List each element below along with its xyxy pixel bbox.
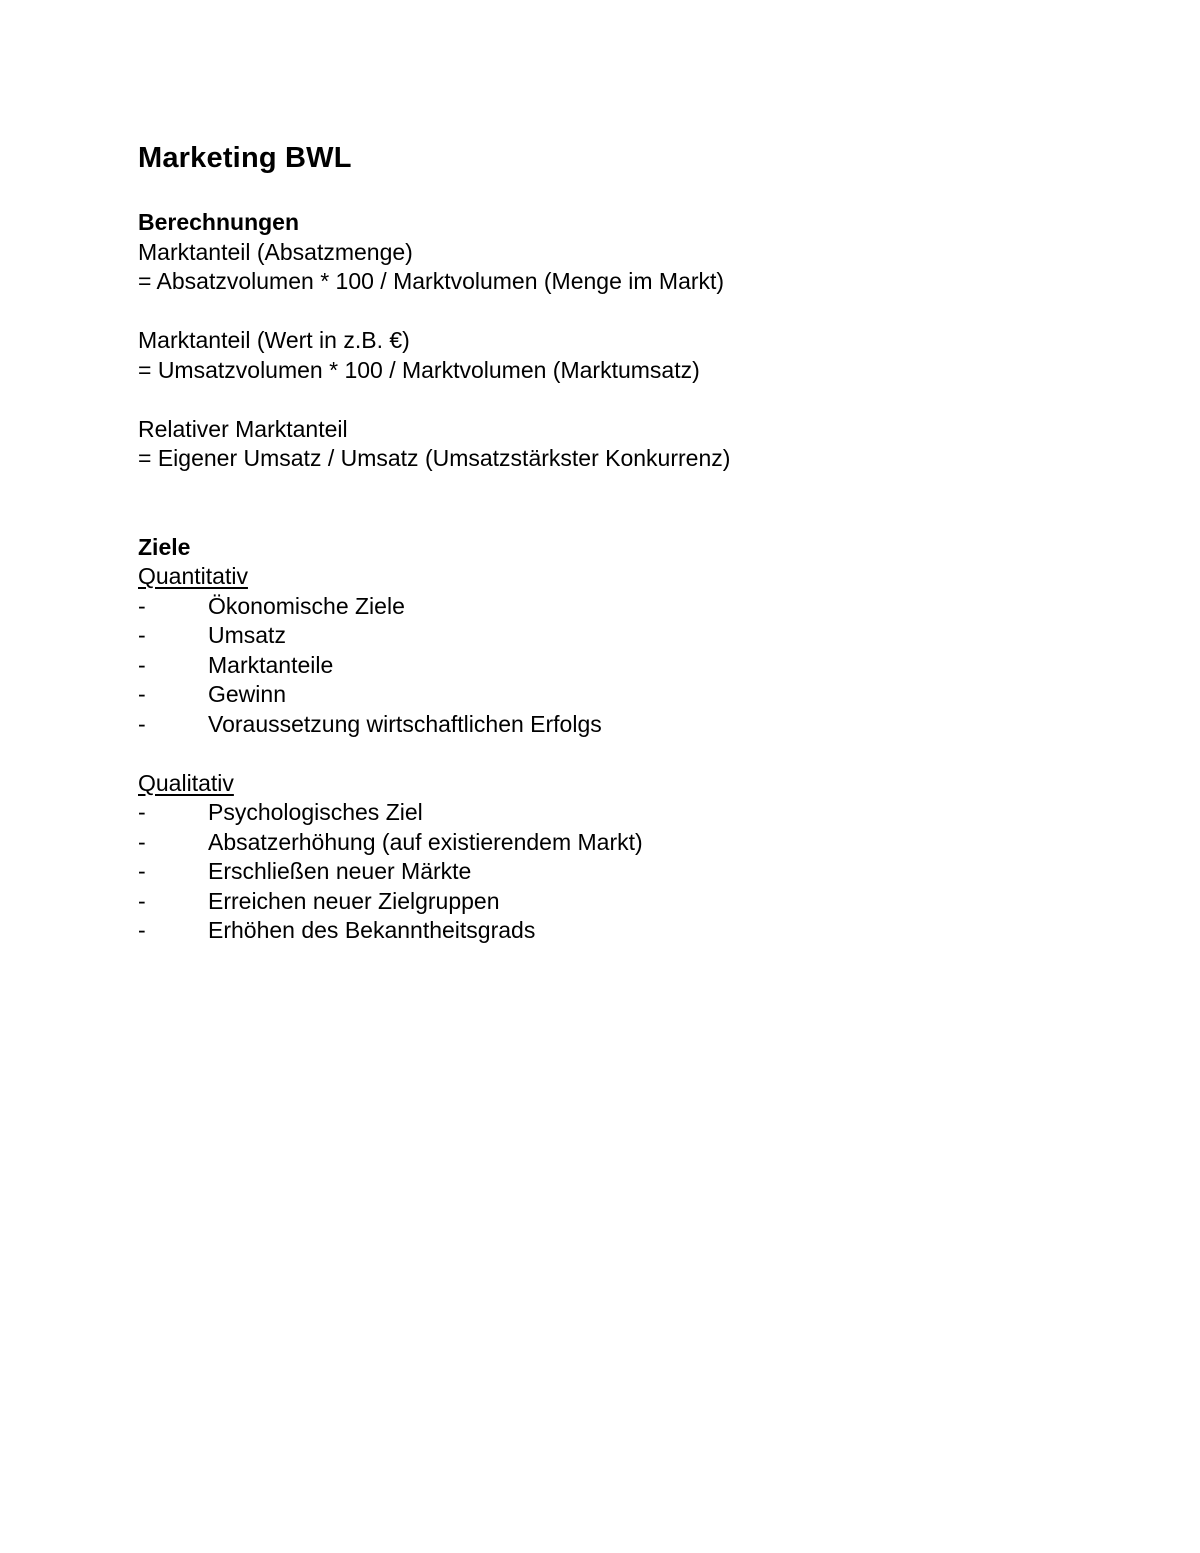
section-heading-berechnungen: Berechnungen [138,209,300,235]
list-item-text: Absatzerhöhung (auf existierendem Markt) [208,828,643,855]
subheading-quantitativ: Quantitativ [138,563,248,589]
formula-expression: = Absatzvolumen * 100 / Marktvolumen (Menge im Markt) [138,268,725,294]
bullet-dash: - [138,887,146,914]
bullet-dash: - [138,799,146,825]
bullet-dash: - [138,681,146,707]
list-item-text: Psychologisches Ziel [208,799,423,825]
list-item-text: Gewinn [208,681,286,707]
spacer [138,739,1138,769]
subheading-qualitativ: Qualitativ [138,769,234,796]
formula-label: Relativer Marktanteil [138,415,348,442]
bullet-dash: - [138,592,146,619]
list-quantitativ [138,592,1138,740]
spacer [138,385,1138,415]
spacer [138,474,1138,533]
list-item [138,651,1138,681]
list-item-text: Voraussetzung wirtschaftlichen Erfolgs [208,710,602,737]
list-item [138,828,1138,858]
formula-label: Marktanteil (Wert in z.B. €) [138,327,410,353]
section-heading-ziele: Ziele [138,533,191,560]
section-berechnungen [138,208,1138,474]
list-item-text: Erreichen neuer Zielgruppen [208,887,500,914]
list-item-text: Ökonomische Ziele [208,592,405,619]
list-qualitativ [138,798,1138,946]
list-item [138,592,1138,622]
document-content [138,138,1138,946]
spacer [138,178,1138,208]
list-item [138,710,1138,740]
document-title: Marketing BWL [138,142,352,174]
list-item [138,621,1138,651]
bullet-dash: - [138,651,146,678]
bullet-dash: - [138,858,146,884]
bullet-dash: - [138,828,146,855]
bullet-dash: - [138,622,146,648]
formula-label: Marktanteil (Absatzmenge) [138,238,413,265]
bullet-dash: - [138,710,146,737]
section-ziele [138,533,1138,946]
bullet-dash: - [138,917,146,943]
spacer [138,297,1138,327]
list-item [138,798,1138,828]
formula-expression: = Umsatzvolumen * 100 / Marktvolumen (Marktumsatz) [138,356,700,383]
list-item-text: Erhöhen des Bekanntheitsgrads [208,917,536,943]
list-item [138,887,1138,917]
list-item-text: Marktanteile [208,651,334,678]
list-item-text: Erschließen neuer Märkte [208,858,472,884]
list-item-text: Umsatz [208,622,286,648]
list-item [138,680,1138,710]
list-item [138,916,1138,946]
list-item [138,857,1138,887]
formula-expression: = Eigener Umsatz / Umsatz (Umsatzstärkster Konkurrenz) [138,445,731,471]
